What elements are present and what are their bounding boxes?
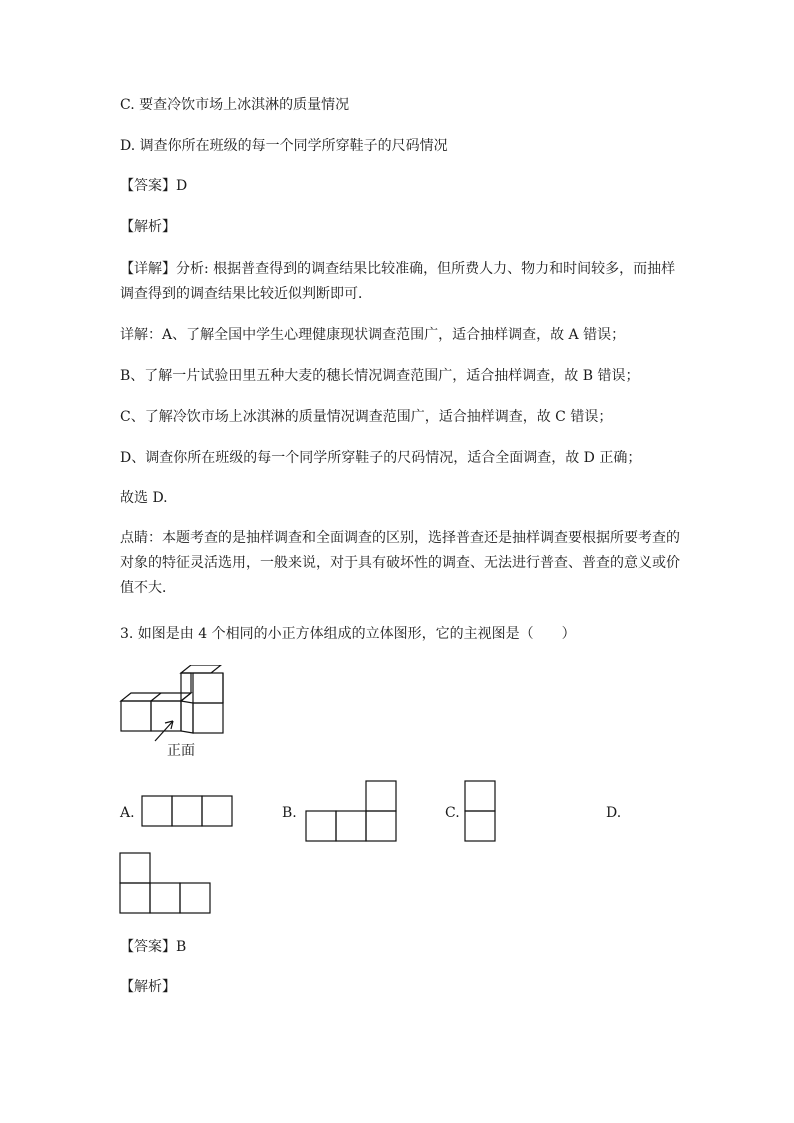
gap-face xyxy=(181,701,193,733)
top-cube-top xyxy=(181,665,221,673)
detail-b: B、了解一片试验田里五种大麦的穗长情况调查范围广，适合抽样调查，故 B 错误； xyxy=(120,368,640,384)
option-b-label: B. xyxy=(282,805,297,821)
comment-paragraph: 点睛：本题考查的是抽样调查和全面调查的区别，选择普查还是抽样调查要根据所要考查的对象的特征灵活选用，一般来说，对于具有破坏性的调查、无法进行普查、普查的意义或价值不大． xyxy=(120,530,680,596)
analysis-heading: 【解析】 xyxy=(120,219,176,235)
option-a-figure xyxy=(140,794,235,829)
detail-a: 详解：A、了解全国中学生心理健康现状调查范围广，适合抽样调查，故 A 错误； xyxy=(120,327,626,343)
answer2-label: 【答案】B xyxy=(120,939,187,955)
front-square-1 xyxy=(121,701,151,731)
detail-c: C、了解冷饮市场上冰淇淋的质量情况调查范围广，适合抽样调查，故 C 错误； xyxy=(120,409,613,425)
option-d-label: D. xyxy=(606,805,622,821)
option-d-figure xyxy=(118,851,213,916)
option-c-text: C. 要查冷饮市场上冰淇淋的质量情况 xyxy=(120,97,350,113)
option-c-figure xyxy=(463,779,498,844)
answer-label: 【答案】D xyxy=(120,178,188,194)
detail-analysis: 【详解】分析: 根据普查得到的调查结果比较准确，但所费人力、物力和时间较多，而抽样调查得到的调查结果比较近似判断即可． xyxy=(120,261,676,302)
option-b-figure xyxy=(304,779,399,844)
question-3: 3. 如图是由 4 个相同的小正方体组成的立体图形，它的主视图是（ ） xyxy=(120,626,576,642)
front-square-2 xyxy=(151,701,181,731)
option-a-label: A. xyxy=(120,805,135,821)
top-cube-front xyxy=(193,673,223,703)
front-square-3 xyxy=(193,703,223,733)
analysis2-heading: 【解析】 xyxy=(120,979,176,995)
front-label: 正面 xyxy=(167,743,195,759)
option-c-label: C. xyxy=(445,805,460,821)
option-d-text: D. 调查你所在班级的每一个同学所穿鞋子的尺码情况 xyxy=(120,138,448,154)
choose-line: 故选 D. xyxy=(120,490,168,506)
top-cube-side xyxy=(181,673,191,701)
cube-figure xyxy=(115,665,245,765)
detail-d: D、调查你所在班级的每一个同学所穿鞋子的尺码情况，适合全面调查，故 D 正确； xyxy=(120,450,642,466)
